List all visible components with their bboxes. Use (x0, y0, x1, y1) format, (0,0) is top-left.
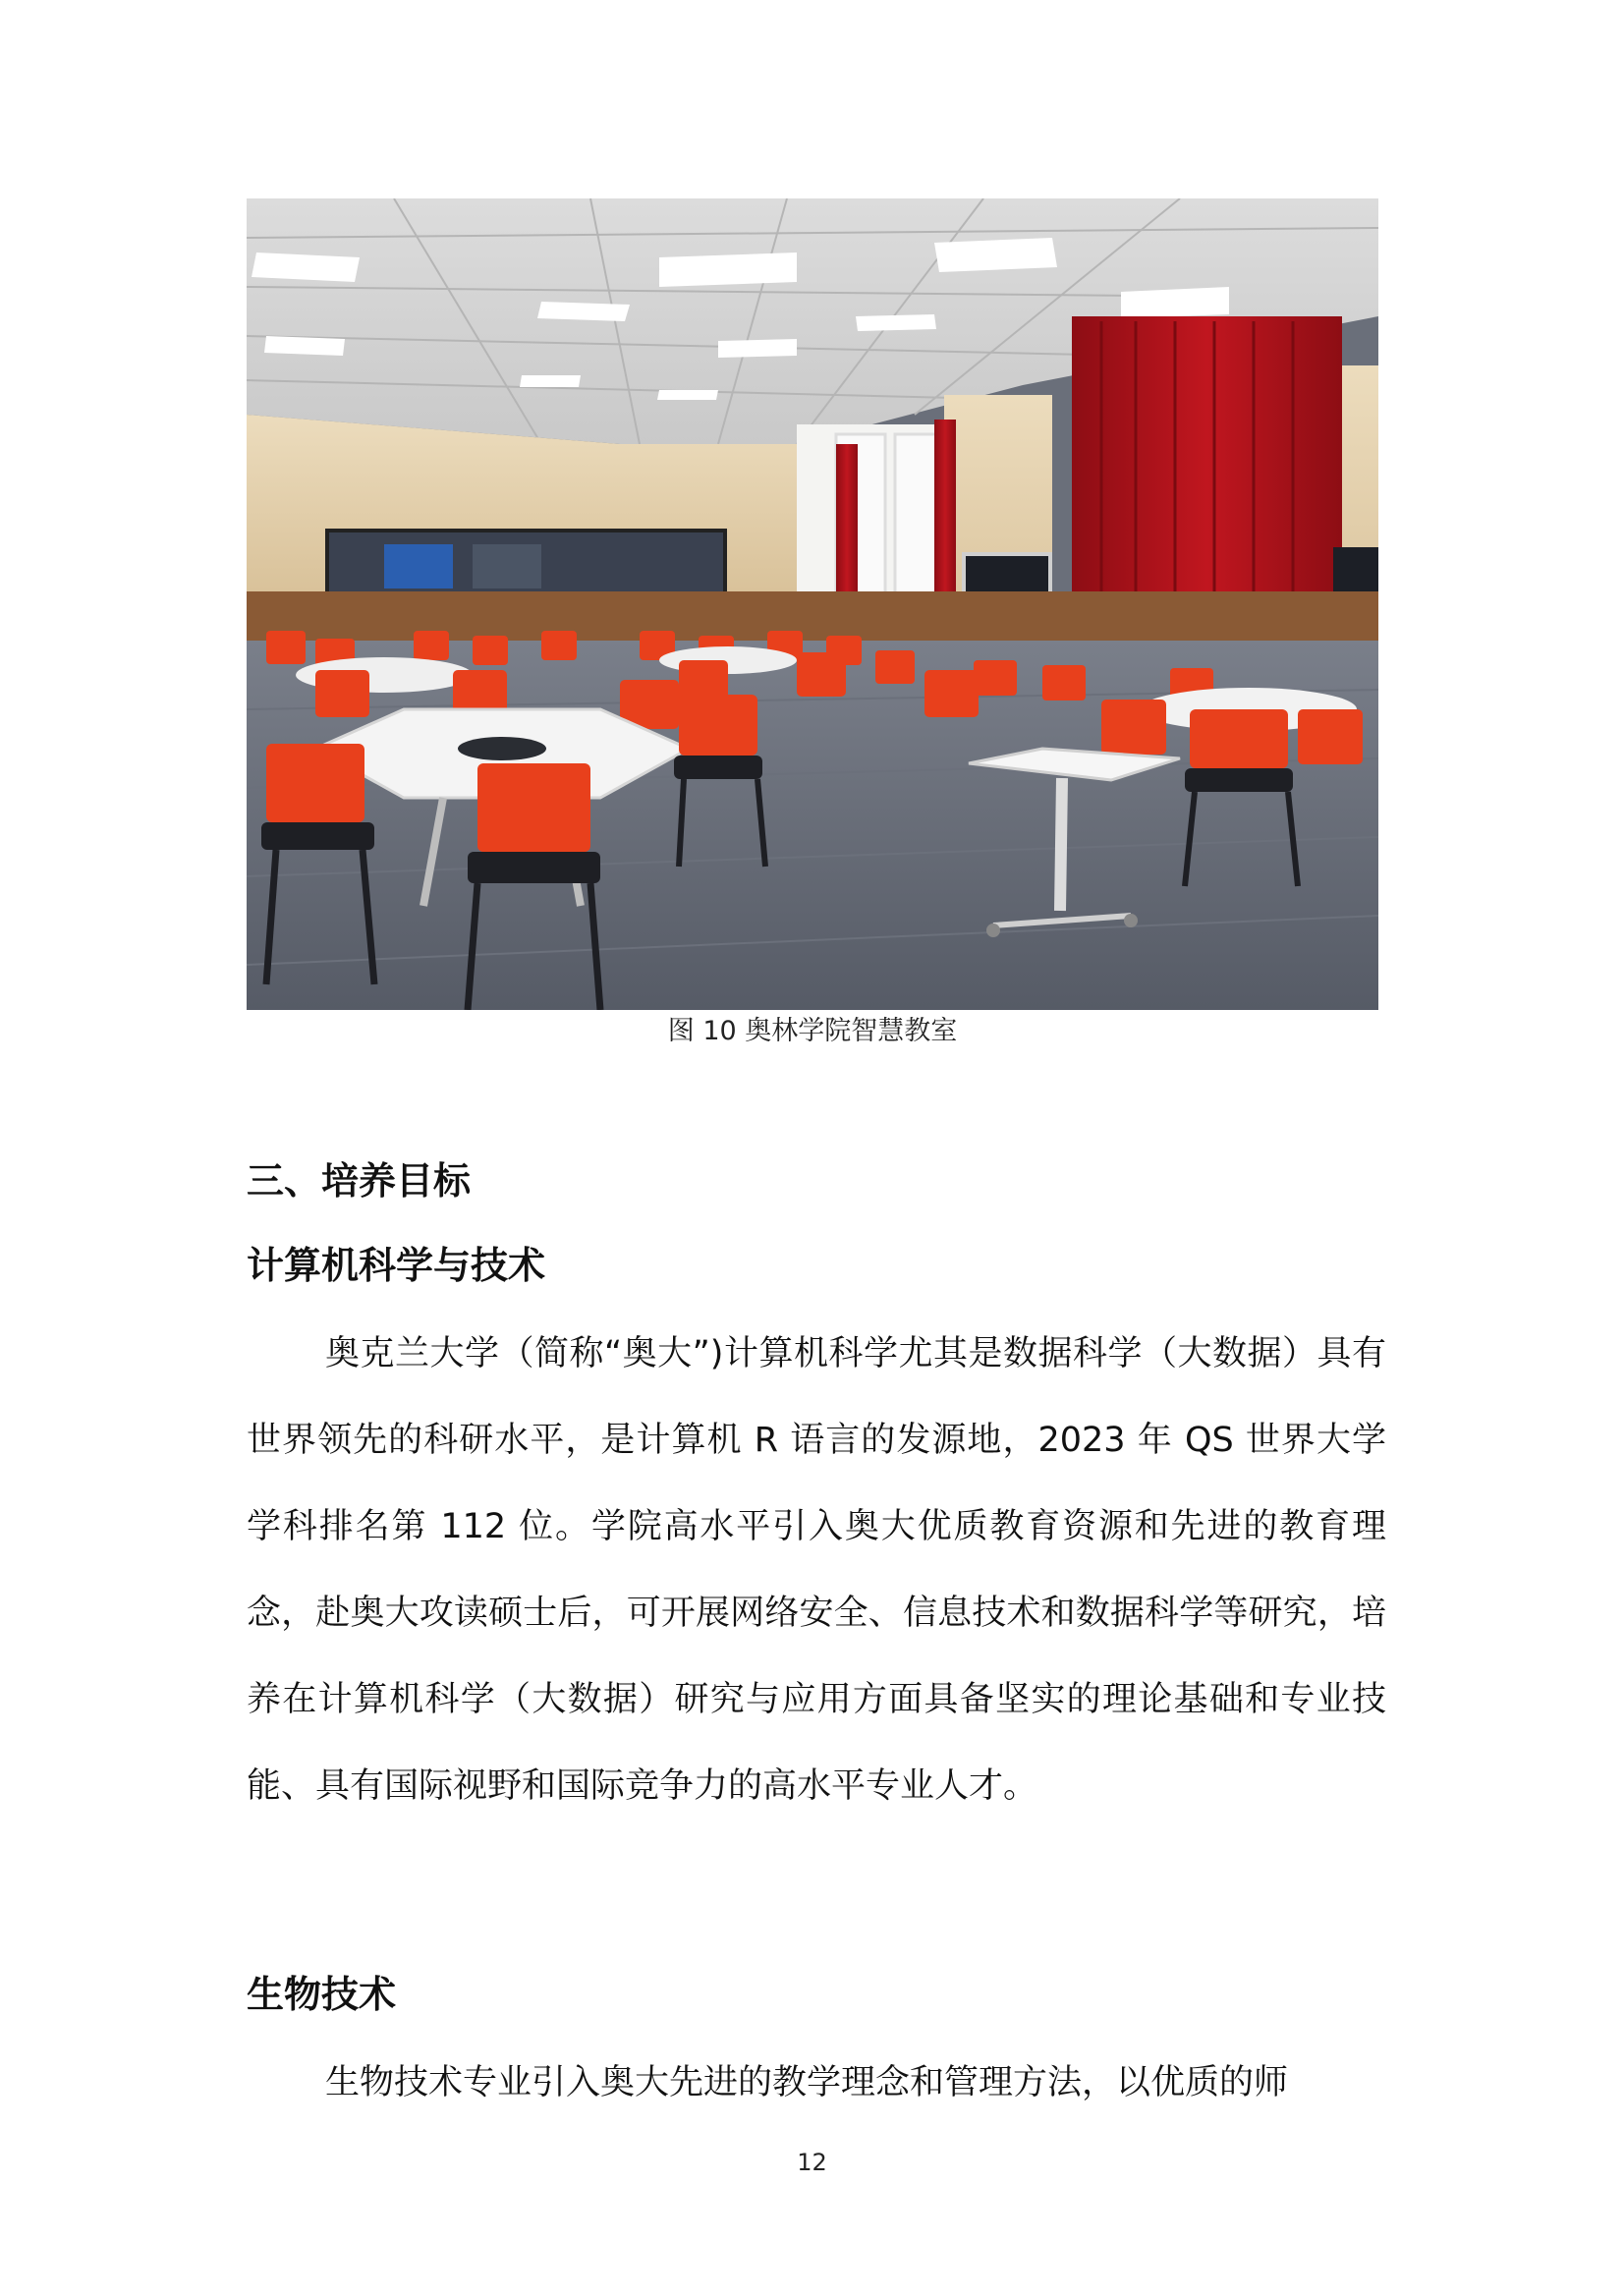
computer-science-heading: 计算机科学与技术 (247, 1244, 546, 1287)
classroom-photo (247, 198, 1378, 1010)
biotechnology-paragraph: 生物技术专业引入奥大先进的教学理念和管理方法，以优质的师 (325, 2063, 1289, 2102)
section-heading: 三、培养目标 (247, 1159, 472, 1203)
biotechnology-heading: 生物技术 (247, 1973, 397, 2016)
page-number: 12 (797, 2149, 827, 2176)
computer-science-paragraph: 奥克兰大学（简称“奥大”)计算机科学尤其是数据科学（大数据）具有世界领先的科研水平，是计算机 R 语言的发源地，2023 年 QS 世界大学学科排名第 112 位。学院高水平引入奥大优质教育资源和先进的教育理念，赴奥大攻读硕士后，可开展网络安全、信息技术和数据科学等研究，培养在计算机科学（大数据）研究与应用方面具备坚实的理论基础和专业技能、具有国际视野和国际竞争力的高水平专业人才。 (247, 1334, 1386, 1806)
figure-caption: 图 10 奥林学院智慧教室 (667, 1016, 958, 1046)
